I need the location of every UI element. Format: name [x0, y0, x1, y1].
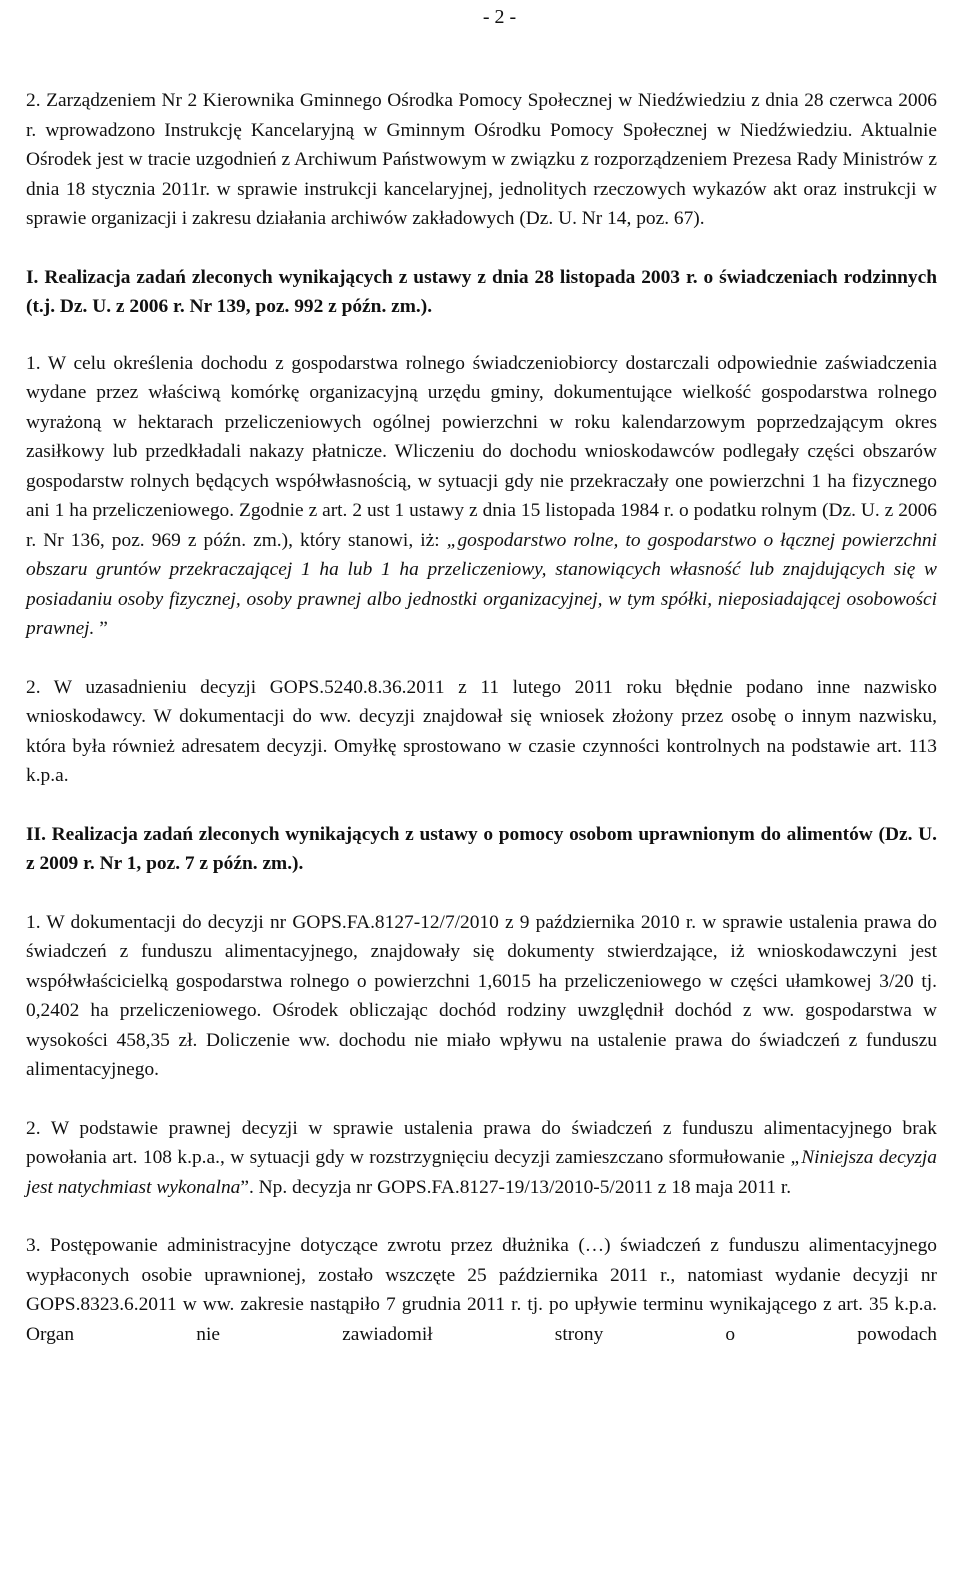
section-2-item-3: 3. Postępowanie administracyjne dotyczące zwrotu przez dłużnika (…) świadczeń z funduszu alimentacyjnego wypłaconych osobie uprawnionej, zostało wszczęte 25 października 2011 r., natomiast wydanie decyzji nr GOPS.8323.6.2011 w ww. zakresie nastąpiło 7 grudnia 2011 r. tj. po upływie terminu wynikającego z art. 35 k.p.a. Organ nie zawiadomił strony o powodach: [26, 1235, 937, 1345]
section-1-item-1-close: ”: [94, 618, 108, 639]
section-1-item-1-quote: „gospodarstwo rolne, to gospodarstwo o łącznej powierzchni obszaru gruntów przekraczającej 1 ha lub 1 ha przeliczeniowy, stanowiących własność lub znajdujących się w posiadaniu osoby fizycznej, osoby prawnej albo jednostki organizacyjnej, w tym spółki, nieposiadającej osobowości prawnej.: [26, 529, 938, 639]
section-2-heading: II. Realizacja zadań zleconych wynikających z ustawy o pomocy osobom uprawnionym do alimentów (Dz. U. z 2009 r. Nr 1, poz. 7 z późn. zm.).: [26, 823, 937, 874]
section-2-item-1: 1. W dokumentacji do decyzji nr GOPS.FA.8127-12/7/2010 z 9 października 2010 r. w sprawie ustalenia prawa do świadczeń z funduszu alimentacyjnego, znajdowały się dokumenty stwierdzające, iż wnioskodawczyni jest współwłaścicielką gospodarstwa rolnego o powierzchni 1,6015 ha przeliczeniowego w części ułamkowej 3/20 tj. 0,2402 ha przeliczeniowego. Ośrodek obliczając dochód rodziny uwzględnił dochód z ww. gospodarstwa w wysokości 458,35 zł. Doliczenie ww. dochodu nie miało wpływu na ustalenie prawa do świadczeń z funduszu alimentacyjnego.: [26, 911, 937, 1080]
section-2-item-2: [26, 1114, 937, 1203]
section-1-item-2: 2. W uzasadnieniu decyzji GOPS.5240.8.36.2011 z 11 lutego 2011 roku błędnie podano inne nazwisko wnioskodawcy. W dokumentacji do ww. decyzji znajdował się wniosek złożony przez osobę o innym nazwisku, która była również adresatem decyzji. Omyłkę sprostowano w czasie czynności kontrolnych na podstawie art. 113 k.p.a.: [26, 676, 937, 786]
page-number: - 2 -: [482, 6, 517, 28]
section-2-item-2-before: 2. W podstawie prawnej decyzji w sprawie ustalenia prawa do świadczeń z funduszu alimentacyjnego brak powołania art. 108 k.p.a., w sytuacji gdy w rozstrzygnięciu decyzji zamieszczano sformułowanie: [26, 1117, 937, 1168]
intro-paragraph: 2. Zarządzeniem Nr 2 Kierownika Gminnego Ośrodka Pomocy Społecznej w Niedźwiedziu z dnia 28 czerwca 2006 r. wprowadzono Instrukcję Kancelaryjną w Gminnym Ośrodku Pomocy Społecznej w Niedźwiedziu. Aktualnie Ośrodek jest w tracie uzgodnień z Archiwum Państwowym w związku z rozporządzeniem Prezesa Rady Ministrów z dnia 18 stycznia 2011r. w sprawie instrukcji kancelaryjnej, jednolitych rzeczowych wykazów akt oraz instrukcji w sprawie organizacji i zakresu działania archiwów zakładowych (Dz. U. Nr 14, poz. 67).: [26, 90, 937, 229]
section-1-heading: I. Realizacja zadań zleconych wynikających z ustawy z dnia 28 listopada 2003 r. o świadczeniach rodzinnych (t.j. Dz. U. z 2006 r. Nr 139, poz. 992 z późn. zm.).: [26, 266, 937, 317]
section-1-item-1: [26, 349, 937, 644]
section-2-item-2-after: ”. Np. decyzja nr GOPS.FA.8127-19/13/2010-5/2011 z 18 maja 2011 r.: [240, 1176, 792, 1198]
section-1-item-1-text: 1. W celu określenia dochodu z gospodarstwa rolnego świadczeniobiorcy dostarczali odpowiednie zaświadczenia wydane przez właściwą komórkę organizacyjną urzędu gminy, dokumentujące wielkość gospodarstwa rolnego wyrażoną w hektarach przeliczeniowych ogólnej powierzchni w roku kalendarzowym poprzedzającym okres zasiłkowy lub przedkładali nakazy płatnicze. Wliczeniu do dochodu wnioskodawców podlegały części obszarów gospodarstw rolnych będących współwłasnością, w sytuacji gdy nie przekraczały one powierzchni 1 ha fizycznego ani 1 ha przeliczeniowego. Zgodnie z art. 2 ust 1 ustawy z dnia 15 listopada 1984 r. o podatku rolnym (Dz. U. z 2006 r. Nr 136, poz. 969 z późn. zm.), który stanowi, iż:: [26, 352, 937, 551]
section-2-item-2-quote: „Niniejsza decyzja jest natychmiast wykonalna: [26, 1147, 937, 1198]
